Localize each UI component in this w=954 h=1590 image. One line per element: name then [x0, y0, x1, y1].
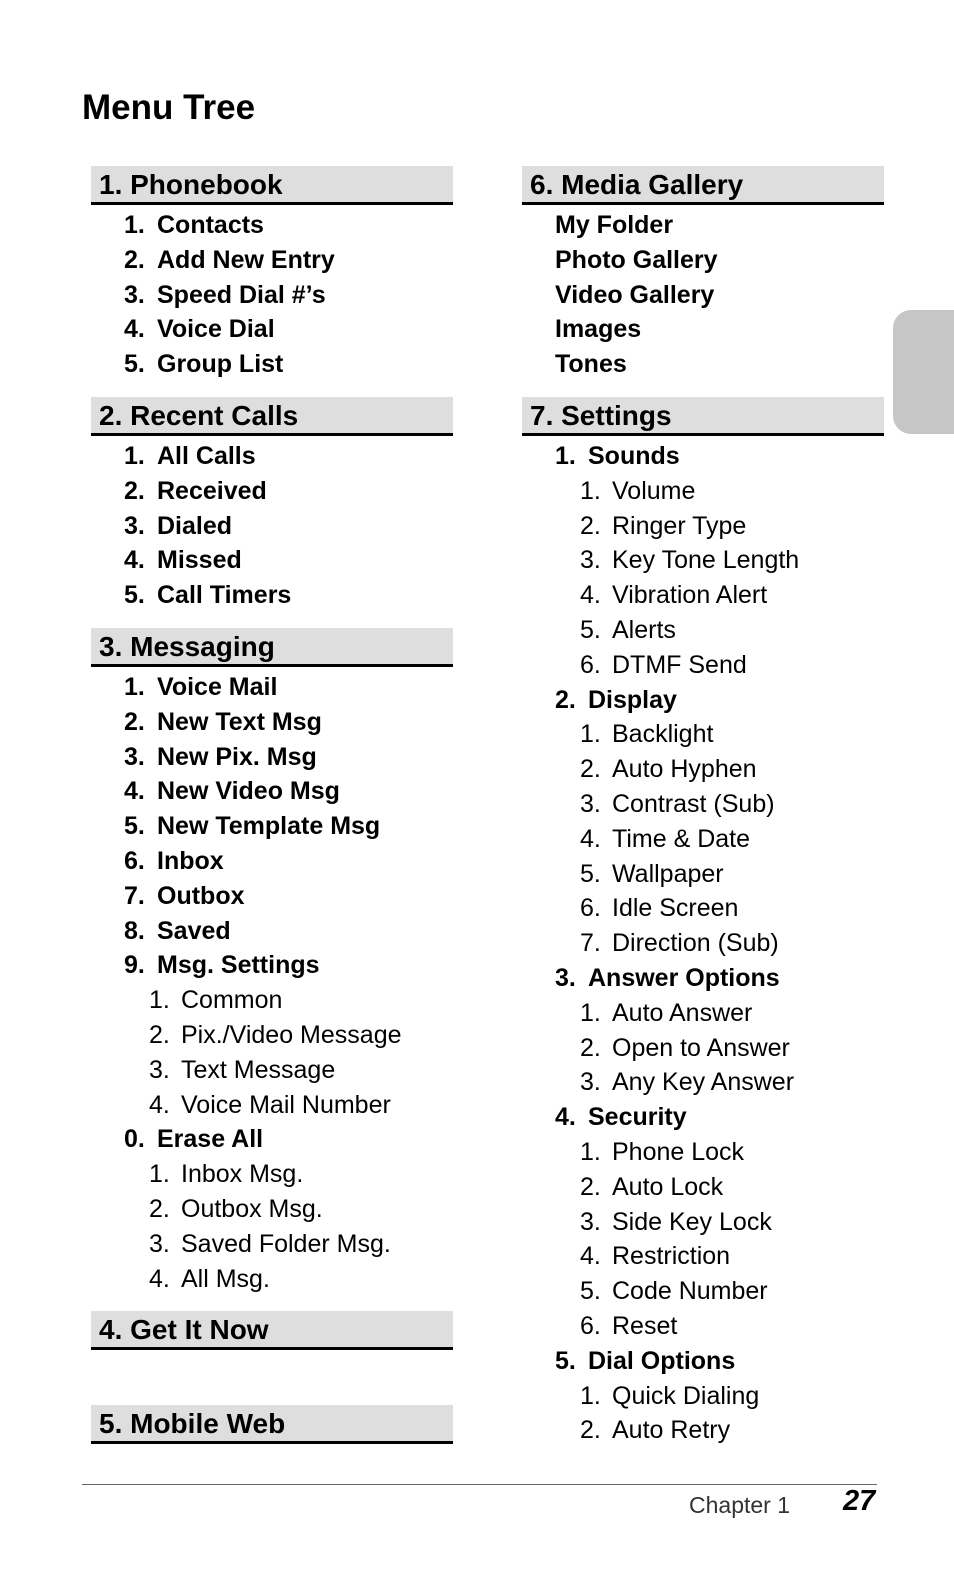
submenu-item	[522, 1239, 884, 1274]
footer-chapter: Chapter 1	[689, 1492, 791, 1518]
submenu-item	[522, 857, 884, 892]
submenu-item	[522, 1379, 884, 1414]
item-label: Group List	[157, 350, 284, 379]
menu-section	[522, 397, 884, 1448]
item-label: All Calls	[157, 441, 256, 470]
section-gap	[522, 382, 884, 397]
menu-item	[91, 705, 453, 740]
item-number: 2.	[124, 476, 145, 505]
item-number: 3.	[580, 1068, 601, 1097]
item-number: 9.	[124, 951, 145, 980]
menu-item	[91, 509, 453, 544]
item-label: Wallpaper	[612, 859, 724, 888]
section-gap	[91, 382, 453, 397]
item-number: 3.	[124, 280, 145, 309]
section-header: 2. Recent Calls	[91, 397, 453, 436]
submenu-item	[522, 1205, 884, 1240]
menu-item	[91, 879, 453, 914]
item-label: Auto Lock	[612, 1172, 724, 1201]
menu-item	[91, 474, 453, 509]
section-header: 5. Mobile Web	[91, 1405, 453, 1444]
menu-item	[91, 243, 453, 278]
item-number: 0.	[124, 1125, 145, 1154]
menu-item	[522, 961, 884, 996]
item-label: New Template Msg	[157, 812, 381, 841]
item-number: 2.	[124, 245, 145, 274]
section-gap	[91, 613, 453, 628]
item-number: 1.	[580, 1381, 601, 1410]
item-number: 5.	[124, 350, 145, 379]
item-number: 2.	[580, 1172, 601, 1201]
menu-item	[91, 844, 453, 879]
item-number: 4.	[124, 546, 145, 575]
submenu-item	[522, 543, 884, 578]
item-label: Auto Retry	[612, 1416, 731, 1445]
item-label: Video Gallery	[555, 280, 715, 309]
menu-item	[522, 683, 884, 718]
item-number: 6.	[580, 1311, 601, 1340]
item-number: 3.	[580, 1207, 601, 1236]
menu-item	[91, 809, 453, 844]
item-label: All Msg.	[181, 1264, 270, 1293]
item-number: 4.	[149, 1090, 170, 1119]
item-label: Backlight	[612, 720, 714, 749]
submenu-item	[522, 578, 884, 613]
submenu-item	[522, 1135, 884, 1170]
item-number: 2.	[149, 1194, 170, 1223]
item-label: Saved	[157, 916, 231, 945]
item-number: 3.	[124, 742, 145, 771]
item-number: 4.	[555, 1103, 576, 1132]
item-label: Idle Screen	[612, 894, 739, 923]
menu-item	[522, 1100, 884, 1135]
submenu-item	[522, 1413, 884, 1448]
item-label: Any Key Answer	[612, 1068, 795, 1097]
item-number: 1.	[580, 476, 601, 505]
section-items	[91, 436, 453, 613]
submenu-item	[522, 822, 884, 857]
submenu-item	[91, 1227, 453, 1262]
submenu-item	[522, 1309, 884, 1344]
item-number: 3.	[580, 789, 601, 818]
item-number: 4.	[580, 824, 601, 853]
section-header: 1. Phonebook	[91, 166, 453, 205]
submenu-item	[522, 1031, 884, 1066]
item-label: Phone Lock	[612, 1137, 745, 1166]
item-number: 4.	[580, 1242, 601, 1271]
menu-item	[522, 278, 884, 313]
item-number: 3.	[149, 1229, 170, 1258]
item-label: Outbox Msg.	[181, 1194, 323, 1223]
item-label: Volume	[612, 476, 696, 505]
item-number: 6.	[580, 894, 601, 923]
item-label: Security	[588, 1103, 687, 1132]
item-number: 2.	[555, 685, 576, 714]
submenu-item	[522, 613, 884, 648]
item-number: 2.	[580, 1416, 601, 1445]
item-label: Missed	[157, 546, 242, 575]
item-number: 7.	[124, 881, 145, 910]
menu-section	[91, 1311, 453, 1353]
item-number: 3.	[555, 963, 576, 992]
item-label: New Text Msg	[157, 707, 322, 736]
item-label: Call Timers	[157, 581, 292, 610]
item-number: 8.	[124, 916, 145, 945]
item-label: Received	[157, 476, 267, 505]
item-label: Erase All	[157, 1125, 264, 1154]
item-number: 1.	[149, 1160, 170, 1189]
submenu-item	[522, 509, 884, 544]
menu-item	[91, 948, 453, 983]
item-label: Photo Gallery	[555, 245, 718, 274]
section-items	[91, 667, 453, 1296]
item-number: 4.	[580, 581, 601, 610]
menu-item	[522, 208, 884, 243]
item-label: Add New Entry	[157, 245, 335, 274]
submenu-item	[522, 891, 884, 926]
item-label: Alerts	[612, 615, 676, 644]
item-label: Ringer Type	[612, 511, 747, 540]
item-number: 6.	[124, 846, 145, 875]
item-number: 6.	[580, 650, 601, 679]
submenu-item	[522, 752, 884, 787]
item-label: Auto Hyphen	[612, 755, 757, 784]
item-label: Tones	[555, 350, 627, 379]
item-number: 4.	[124, 777, 145, 806]
menu-item	[91, 740, 453, 775]
item-number: 3.	[580, 546, 601, 575]
section-items	[91, 1444, 453, 1447]
menu-section	[91, 1405, 453, 1447]
item-number: 1.	[124, 211, 145, 239]
page-number: 27	[843, 1485, 876, 1517]
item-label: Inbox Msg.	[181, 1160, 304, 1189]
menu-item	[91, 914, 453, 949]
menu-item	[522, 1344, 884, 1379]
section-header: 4. Get It Now	[91, 1311, 453, 1350]
footer-divider	[82, 1484, 877, 1485]
submenu-item	[522, 1170, 884, 1205]
item-label: Open to Answer	[612, 1033, 790, 1062]
menu-item	[91, 774, 453, 809]
section-gap	[91, 1353, 453, 1405]
item-number: 1.	[149, 986, 170, 1015]
item-number: 2.	[580, 1033, 601, 1062]
item-label: Saved Folder Msg.	[181, 1229, 391, 1258]
submenu-item	[91, 1053, 453, 1088]
menu-item	[522, 347, 884, 382]
section-items	[522, 205, 884, 382]
menu-section	[91, 166, 453, 382]
item-label: My Folder	[555, 211, 674, 239]
item-label: Auto Answer	[612, 998, 753, 1027]
section-items	[522, 436, 884, 1448]
item-label: Voice Mail Number	[181, 1090, 391, 1119]
item-label: Contrast (Sub)	[612, 789, 775, 818]
item-label: Time & Date	[612, 824, 751, 853]
item-number: 2.	[149, 1020, 170, 1049]
item-label: Pix./Video Message	[181, 1020, 402, 1049]
item-number: 7.	[580, 929, 601, 958]
menu-item	[91, 439, 453, 474]
menu-item	[522, 243, 884, 278]
section-gap	[91, 1296, 453, 1311]
section-header: 6. Media Gallery	[522, 166, 884, 205]
item-label: Dial Options	[588, 1346, 736, 1375]
menu-item	[91, 208, 453, 243]
menu-section	[522, 166, 884, 382]
item-label: New Video Msg	[157, 777, 340, 806]
submenu-item	[91, 1088, 453, 1123]
submenu-item	[522, 926, 884, 961]
item-label: Msg. Settings	[157, 951, 320, 980]
item-number: 1.	[124, 441, 145, 470]
submenu-item	[91, 1192, 453, 1227]
item-label: Quick Dialing	[612, 1381, 760, 1410]
item-number: 3.	[149, 1055, 170, 1084]
menu-item	[91, 347, 453, 382]
item-number: 2.	[580, 511, 601, 540]
page-title: Menu Tree	[82, 88, 256, 127]
item-number: 1.	[580, 1137, 601, 1166]
item-label: Outbox	[157, 881, 245, 910]
item-number: 5.	[124, 812, 145, 841]
item-number: 1.	[555, 441, 576, 470]
item-number: 2.	[124, 707, 145, 736]
menu-item	[91, 1122, 453, 1157]
item-label: Key Tone Length	[612, 546, 800, 575]
item-label: DTMF Send	[612, 650, 747, 679]
item-label: Side Key Lock	[612, 1207, 772, 1236]
section-header: 3. Messaging	[91, 628, 453, 667]
submenu-item	[91, 1018, 453, 1053]
menu-section	[91, 628, 453, 1296]
menu-item	[91, 312, 453, 347]
item-label: Images	[555, 315, 642, 344]
menu-section	[91, 397, 453, 613]
menu-column-right	[522, 166, 884, 1448]
item-number: 5.	[580, 1277, 601, 1306]
submenu-item	[91, 1157, 453, 1192]
menu-column-left	[91, 166, 453, 1447]
item-label: Speed Dial #’s	[157, 280, 326, 309]
item-label: Text Message	[181, 1055, 336, 1084]
item-number: 3.	[124, 511, 145, 540]
menu-item	[91, 278, 453, 313]
item-label: Restriction	[612, 1242, 731, 1271]
item-number: 5.	[580, 615, 601, 644]
item-number: 2.	[580, 755, 601, 784]
item-label: Vibration Alert	[612, 581, 768, 610]
item-number: 1.	[580, 998, 601, 1027]
submenu-item	[522, 996, 884, 1031]
submenu-item	[522, 1274, 884, 1309]
item-label: Inbox	[157, 846, 224, 875]
item-label: Common	[181, 986, 283, 1015]
item-label: Answer Options	[588, 963, 780, 992]
menu-item	[91, 543, 453, 578]
item-number: 1.	[580, 720, 601, 749]
item-label: Voice Mail	[157, 672, 278, 701]
item-number: 5.	[555, 1346, 576, 1375]
submenu-item	[522, 787, 884, 822]
section-items	[91, 205, 453, 382]
menu-item	[91, 670, 453, 705]
section-header: 7. Settings	[522, 397, 884, 436]
submenu-item	[522, 648, 884, 683]
menu-item	[522, 312, 884, 347]
item-label: New Pix. Msg	[157, 742, 317, 771]
menu-item	[522, 439, 884, 474]
item-label: Direction (Sub)	[612, 929, 779, 958]
item-label: Contacts	[157, 211, 264, 239]
item-number: 4.	[149, 1264, 170, 1293]
submenu-item	[522, 1065, 884, 1100]
submenu-item	[91, 983, 453, 1018]
chapter-tab	[893, 310, 954, 434]
item-number: 5.	[124, 581, 145, 610]
menu-item	[91, 578, 453, 613]
submenu-item	[522, 717, 884, 752]
submenu-item	[522, 474, 884, 509]
item-number: 4.	[124, 315, 145, 344]
item-number: 5.	[580, 859, 601, 888]
item-label: Dialed	[157, 511, 233, 540]
item-label: Code Number	[612, 1277, 768, 1306]
item-label: Reset	[612, 1311, 678, 1340]
submenu-item	[91, 1262, 453, 1297]
item-number: 1.	[124, 672, 145, 701]
item-label: Voice Dial	[157, 315, 275, 344]
item-label: Sounds	[588, 441, 680, 470]
item-label: Display	[588, 685, 677, 714]
